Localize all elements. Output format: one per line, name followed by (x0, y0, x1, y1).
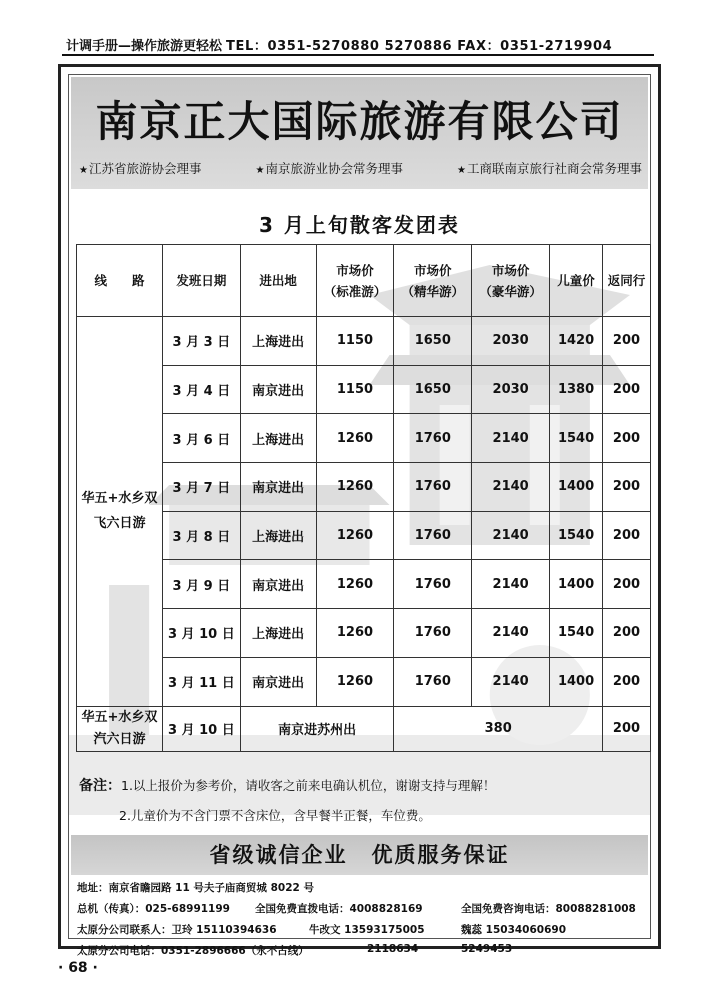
cell-port: 南京进出 (240, 463, 316, 512)
cell-port: 上海进出 (240, 317, 316, 366)
col-route: 线 路 (77, 245, 163, 317)
star-icon: ★ (79, 165, 88, 176)
cell-child: 1540 (550, 414, 603, 463)
note-item: 2.儿童价为不含门票不含床位，含早餐半正餐，车位费。 (119, 808, 431, 823)
branch-contact-1: 太原分公司联系人：卫玲 15110394636 (77, 924, 277, 936)
table-row (77, 414, 651, 463)
cell-port: 南京进出 (240, 657, 316, 706)
cell-commission: 200 (603, 365, 651, 414)
header-line: 市场价 (336, 262, 374, 278)
col-commission: 返同行 (603, 245, 651, 317)
cell-premium: 1760 (394, 657, 472, 706)
cell-commission: 200 (603, 414, 651, 463)
cell-premium: 1760 (394, 609, 472, 658)
slogan: 计调手册—操作旅游更轻松 (66, 39, 223, 54)
cell-luxury: 2140 (472, 414, 550, 463)
table-row (77, 706, 651, 751)
col-price-luxury (472, 245, 550, 317)
branch-phone: 太原分公司电话：0351-2896666（永不占线） (77, 945, 309, 957)
cell-child: 1420 (550, 317, 603, 366)
branch-phone-line (77, 943, 646, 958)
branch-phone-2: 2118634 (367, 943, 419, 955)
guarantee-left: 省级诚信企业 (209, 842, 348, 867)
cell-luxury: 2140 (472, 609, 550, 658)
cell-child: 1540 (550, 511, 603, 560)
guarantee-right: 优质服务保证 (371, 842, 510, 867)
cell-child: 1400 (550, 463, 603, 512)
cell-premium: 1760 (394, 414, 472, 463)
cell-commission: 200 (603, 463, 651, 512)
cell-standard: 1150 (316, 317, 394, 366)
cell-commission: 200 (603, 317, 651, 366)
table-row (77, 560, 651, 609)
cell-premium: 1650 (394, 317, 472, 366)
star-icon: ★ (457, 165, 466, 176)
table-row (77, 365, 651, 414)
cell-date: 3 月 4 日 (162, 365, 240, 414)
header-line: （豪华游） (479, 283, 542, 299)
route-cell (77, 706, 163, 751)
col-port: 进出地 (240, 245, 316, 317)
cell-date: 3 月 9 日 (162, 560, 240, 609)
cell-child: 1540 (550, 609, 603, 658)
cell-port: 上海进出 (240, 511, 316, 560)
cell-premium: 1760 (394, 560, 472, 609)
cell-child: 1380 (550, 365, 603, 414)
cell-standard: 1260 (316, 511, 394, 560)
table-row (77, 657, 651, 706)
branch-phone-3: 5249453 (461, 943, 513, 955)
cell-premium: 1760 (394, 463, 472, 512)
page-number: · 68 · (58, 960, 98, 976)
header-line: 市场价 (491, 262, 530, 278)
cell-commission: 200 (603, 657, 651, 706)
phone-line (77, 901, 646, 916)
cell-commission: 200 (603, 706, 651, 751)
branch-contact-2: 牛改文 13593175005 (309, 924, 425, 936)
col-child: 儿童价 (550, 245, 603, 317)
notes-label: 备注： (79, 778, 121, 794)
cell-port: 南京进出 (240, 560, 316, 609)
notes (79, 771, 495, 831)
col-price-premium (394, 245, 472, 317)
cell-port: 南京进出 (240, 365, 316, 414)
association-item (457, 159, 642, 177)
schedule-title: 3 月上旬散客发团表 (259, 213, 460, 237)
hq-phone: 总机（传真）：025-68991199 (77, 903, 230, 915)
cell-premium: 1650 (394, 365, 472, 414)
table-header-row (77, 245, 651, 317)
cell-commission: 200 (603, 609, 651, 658)
cell-luxury: 2030 (472, 317, 550, 366)
star-icon: ★ (255, 165, 265, 176)
free-line: 全国免费直拨电话：4008828169 (255, 903, 423, 915)
cell-premium: 1760 (394, 511, 472, 560)
contact-line: TEL：0351-5270880 5270886 FAX：0351-2719904 (226, 39, 613, 54)
route-cell (77, 317, 163, 707)
cell-price: 380 (394, 706, 603, 751)
cell-port: 南京进苏州出 (240, 706, 394, 751)
cell-standard: 1260 (316, 560, 394, 609)
table-row (77, 609, 651, 658)
guarantee-line (69, 839, 650, 869)
table-row (77, 463, 651, 512)
table-row (77, 511, 651, 560)
top-rule (62, 54, 654, 56)
association-label: 工商联南京旅行社商会常务理事 (466, 161, 642, 176)
cell-port: 上海进出 (240, 609, 316, 658)
cell-date: 3 月 10 日 (162, 609, 240, 658)
branch-contact-3: 魏蕊 15034060690 (461, 924, 567, 936)
cell-child: 1400 (550, 560, 603, 609)
cell-standard: 1260 (316, 609, 394, 658)
address-line (77, 880, 646, 895)
cell-commission: 200 (603, 511, 651, 560)
contacts-line (77, 922, 646, 937)
company-name: 南京正大国际旅游有限公司 (95, 97, 624, 146)
cell-date: 3 月 7 日 (162, 463, 240, 512)
cell-standard: 1150 (316, 365, 394, 414)
cell-luxury: 2140 (472, 560, 550, 609)
association-list (79, 159, 642, 177)
association-label: 江苏省旅游协会理事 (88, 161, 202, 176)
cell-standard: 1260 (316, 657, 394, 706)
address: 地址：南京省瞻园路 11 号夫子庙商贸城 8022 号 (77, 882, 314, 894)
cell-standard: 1260 (316, 414, 394, 463)
table-row (77, 317, 651, 366)
cell-date: 3 月 3 日 (162, 317, 240, 366)
association-item (256, 159, 403, 177)
schedule-table (76, 244, 651, 752)
cell-luxury: 2140 (472, 657, 550, 706)
cell-commission: 200 (603, 560, 651, 609)
cell-child: 1400 (550, 657, 603, 706)
cell-date: 3 月 6 日 (162, 414, 240, 463)
ad-frame-inner (68, 74, 651, 957)
cell-date: 3 月 11 日 (162, 657, 240, 706)
cell-date: 3 月 8 日 (162, 511, 240, 560)
route-name: 华五+水乡双飞六日游 (81, 491, 158, 532)
cell-luxury: 2140 (472, 463, 550, 512)
cell-standard: 1260 (316, 463, 394, 512)
cell-luxury: 2140 (472, 511, 550, 560)
header-line: 市场价 (414, 262, 452, 278)
header-line: （精华游） (401, 283, 465, 299)
cell-luxury: 2030 (472, 365, 550, 414)
header-line: （标准游） (323, 283, 387, 299)
col-price-standard (316, 245, 394, 317)
col-date: 发班日期 (162, 245, 240, 317)
association-item (79, 159, 201, 177)
association-label: 南京旅游业协会常务理事 (265, 161, 403, 176)
route-name: 华五+水乡双汽六日游 (81, 709, 158, 747)
cell-port: 上海进出 (240, 414, 316, 463)
cell-date: 3 月 10 日 (162, 706, 240, 751)
ad-frame (58, 64, 661, 957)
note-item: 1.以上报价为参考价，请收客之前来电确认机位，谢谢支持与理解！ (121, 778, 496, 793)
free-consult: 全国免费咨询电话：80088281008 (461, 903, 636, 915)
top-banner (66, 34, 652, 54)
